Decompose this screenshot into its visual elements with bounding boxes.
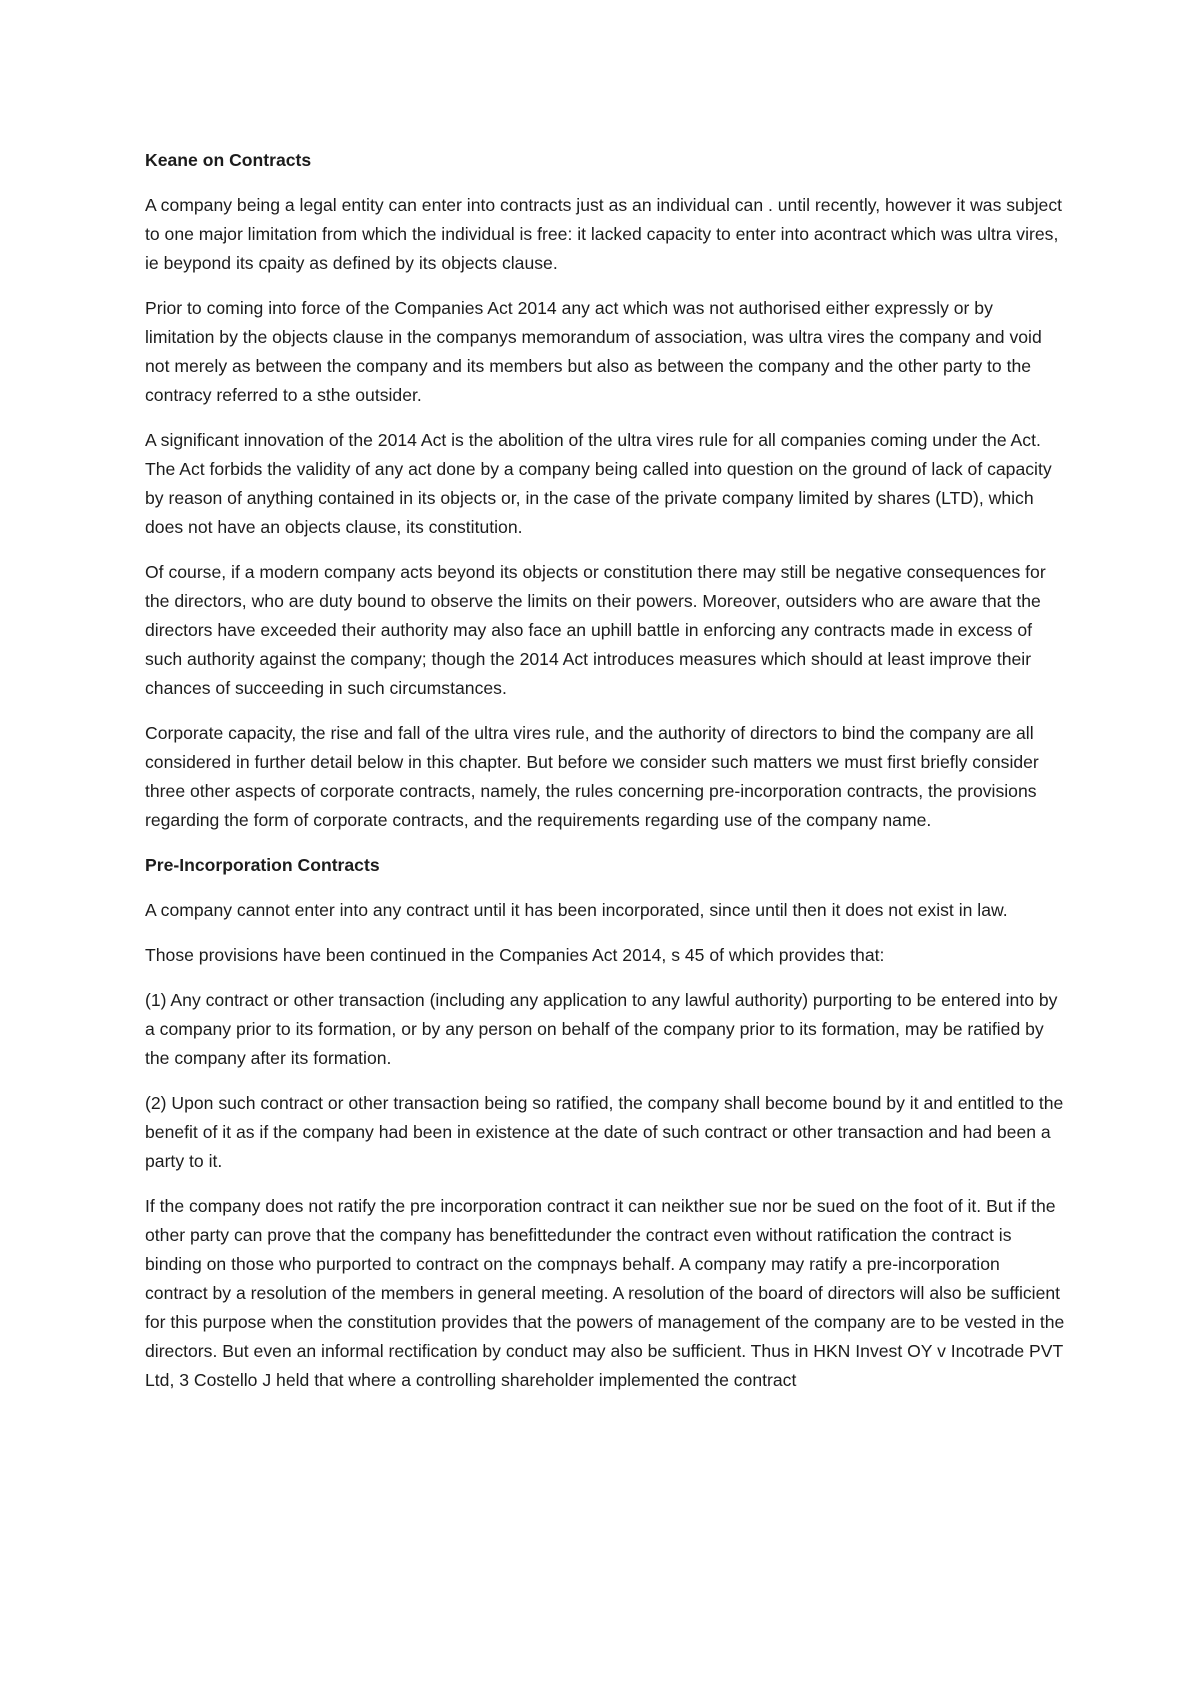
paragraph-negative-consequences: Of course, if a modern company acts beyond its objects or constitution there may still be negative consequences for the directors, who are duty bound to observe the limits on their powers. Moreover, outsiders who are aware that the directors have exceeded their authority may also face an uphill battle in enforcing any contracts made in excess of such authority against the company; though the 2014 Act introduces measures which should at least improve their chances of succeeding in such circumstances. bbox=[145, 562, 1046, 698]
paragraph-legal-entity: A company being a legal entity can enter into contracts just as an individual can . until recently, however it was subject to one major limitation from which the individual is free: it lacked capacity to enter into acontract which was ultra vires, ie beypond its cpaity as defined by its objects clause. bbox=[145, 195, 1063, 273]
paragraph-corporate-capacity: Corporate capacity, the rise and fall of the ultra vires rule, and the authority of directors to bind the company are all considered in further detail below in this chapter. But before we consider such matters we must first briefly consider three other aspects of corporate contracts, namely, the rules concerning pre-incorporation contracts, the provisions regarding the form of corporate contracts, and the requirements regarding use of the company name. bbox=[145, 723, 1039, 830]
paragraph-significant-innovation: A significant innovation of the 2014 Act is the abolition of the ultra vires rule for all companies coming under the Act. The Act forbids the validity of any act done by a company being called into question on the ground of lack of capacity by reason of anything contained in its objects or, in the case of the private company limited by shares (LTD), which does not have an objects clause, its constitution. bbox=[145, 430, 1052, 537]
section-heading: Pre-Incorporation Contracts bbox=[145, 855, 380, 875]
paragraph-provisions-continued: Those provisions have been continued in the Companies Act 2014, s 45 of which provides that: bbox=[145, 945, 885, 965]
paragraph-subsection-1: (1) Any contract or other transaction (including any application to any lawful authority) purporting to be entered into by a company prior to its formation, or by any person on behalf of the company prior to its formation, may be ratified by the company after its formation. bbox=[145, 990, 1058, 1068]
paragraph-subsection-2: (2) Upon such contract or other transaction being so ratified, the company shall become bound by it and entitled to the benefit of it as if the company had been in existence at the date of such contract or other transaction and had been a party to it. bbox=[145, 1093, 1064, 1171]
paragraph-prior-act: Prior to coming into force of the Companies Act 2014 any act which was not authorised either expressly or by limitation by the objects clause in the companys memorandum of association, was ultra vires the company and void not merely as between the company and its members but also as between the company and the other party to the contracy referred to a sthe outsider. bbox=[145, 298, 1042, 405]
paragraph-cannot-enter: A company cannot enter into any contract until it has been incorporated, since until then it does not exist in law. bbox=[145, 900, 1008, 920]
paragraph-ratification: If the company does not ratify the pre incorporation contract it can neikther sue nor be sued on the foot of it. But if the other party can prove that the company has benefittedunder the contract even without ratification the contract is binding on those who purported to contract on the compnays behalf. A company may ratify a pre-incorporation contract by a resolution of the members in general meeting. A resolution of the board of directors will also be sufficient for this purpose when the constitution provides that the powers of management of the company are to be vested in the directors. But even an informal rectification by conduct may also be sufficient. Thus in HKN Invest OY v Incotrade PVT Ltd, 3 Costello J held that where a controlling shareholder implemented the contract bbox=[145, 1196, 1065, 1390]
document-page bbox=[145, 146, 1065, 1411]
document-title: Keane on Contracts bbox=[145, 150, 312, 170]
